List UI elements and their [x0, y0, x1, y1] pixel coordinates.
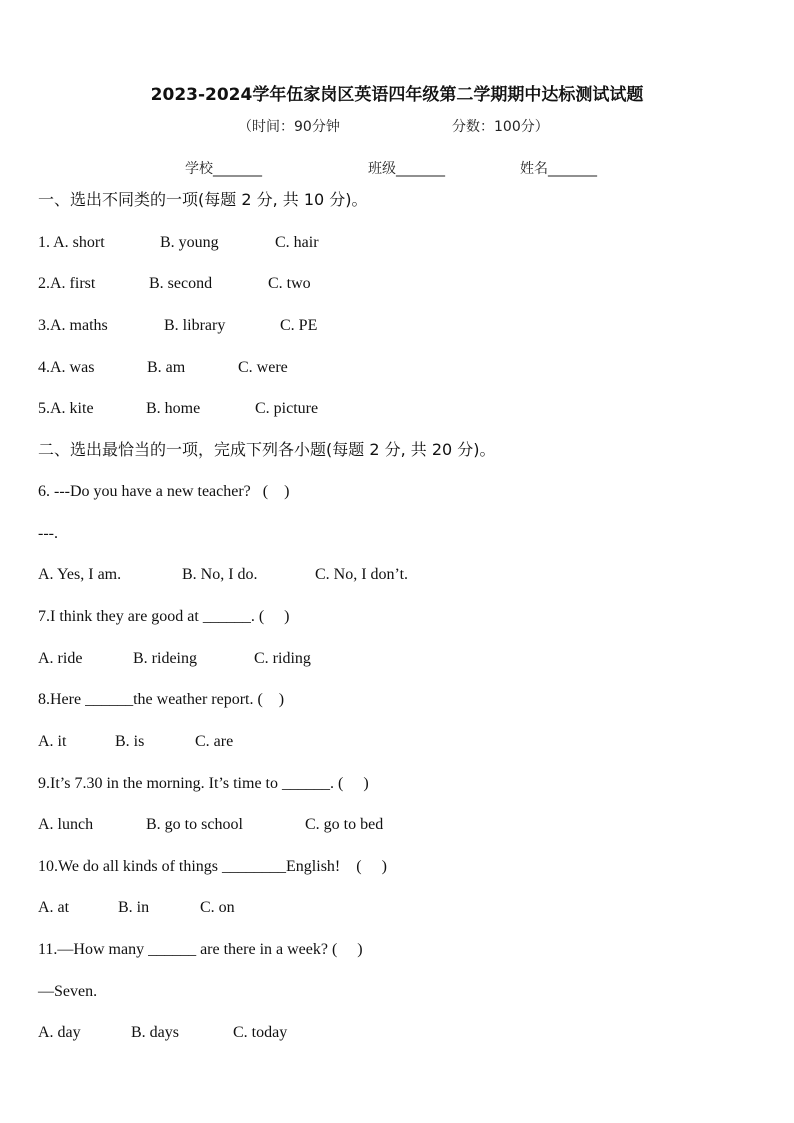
q11-stem: 11.—How many ______ are there in a week? ( ) [38, 941, 363, 958]
q11-option-c: C. today [233, 1024, 288, 1041]
q4-option-a: 4.A. was [38, 359, 95, 376]
name-field: 姓名_______ [520, 161, 597, 177]
q2-option-b: B. second [149, 275, 213, 292]
q7-option-b: B. rideing [133, 650, 197, 667]
q6-option-c: C. No, I don’t. [315, 566, 409, 583]
q10-option-c: C. on [200, 899, 235, 916]
q10-option-b: B. in [118, 899, 150, 916]
q7-option-c: C. riding [254, 650, 311, 667]
q9-stem: 9.It’s 7.30 in the morning. It’s time to ______. ( ) [38, 775, 369, 792]
q5-option-c: C. picture [255, 400, 319, 417]
q1-option-c: C. hair [275, 234, 319, 251]
q10-option-a: A. at [38, 899, 70, 916]
q6-stem: 6. ---Do you have a new teacher? ( ) [38, 483, 290, 500]
q6-option-a: A. Yes, I am. [38, 566, 122, 583]
q6-answer-line: ---. [38, 525, 58, 542]
q6-option-b: B. No, I do. [182, 566, 258, 583]
q9-option-a: A. lunch [38, 816, 94, 833]
q8-option-b: B. is [115, 733, 145, 750]
q10-stem: 10.We do all kinds of things ________English! ( ) [38, 858, 387, 875]
q1-option-b: B. young [160, 234, 219, 251]
q8-option-c: C. are [195, 733, 234, 750]
q8-option-a: A. it [38, 733, 67, 750]
section-2-heading: 二、选出最恰当的一项，完成下列各小题(每题 2 分, 共 20 分)。 [38, 440, 496, 459]
q11-option-a: A. day [38, 1024, 81, 1041]
q4-option-b: B. am [147, 359, 186, 376]
q3-option-b: B. library [164, 317, 226, 334]
class-field: 班级_______ [368, 161, 445, 177]
exam-time: （时间：90分钟 [238, 119, 340, 135]
q7-stem: 7.I think they are good at ______. ( ) [38, 608, 290, 625]
school-field: 学校_______ [185, 161, 262, 177]
q11-answer-line: —Seven. [38, 983, 98, 1000]
q9-option-b: B. go to school [146, 816, 243, 833]
q2-option-c: C. two [268, 275, 311, 292]
q5-option-b: B. home [146, 400, 201, 417]
q9-option-c: C. go to bed [305, 816, 384, 833]
q7-option-a: A. ride [38, 650, 83, 667]
section-1-heading: 一、选出不同类的一项(每题 2 分, 共 10 分)。 [38, 190, 368, 209]
q8-stem: 8.Here ______the weather report. ( ) [38, 691, 285, 708]
q5-option-a: 5.A. kite [38, 400, 94, 417]
q11-option-b: B. days [131, 1024, 179, 1041]
q4-option-c: C. were [238, 359, 288, 376]
exam-score: 分数：100分） [452, 119, 549, 135]
page-title: 2023-2024学年伍家岗区英语四年级第二学期期中达标测试试题 [150, 85, 644, 105]
q3-option-c: C. PE [280, 317, 318, 334]
q2-option-a: 2.A. first [38, 275, 96, 292]
q3-option-a: 3.A. maths [38, 317, 108, 334]
q1-option-a: 1. A. short [38, 234, 105, 251]
